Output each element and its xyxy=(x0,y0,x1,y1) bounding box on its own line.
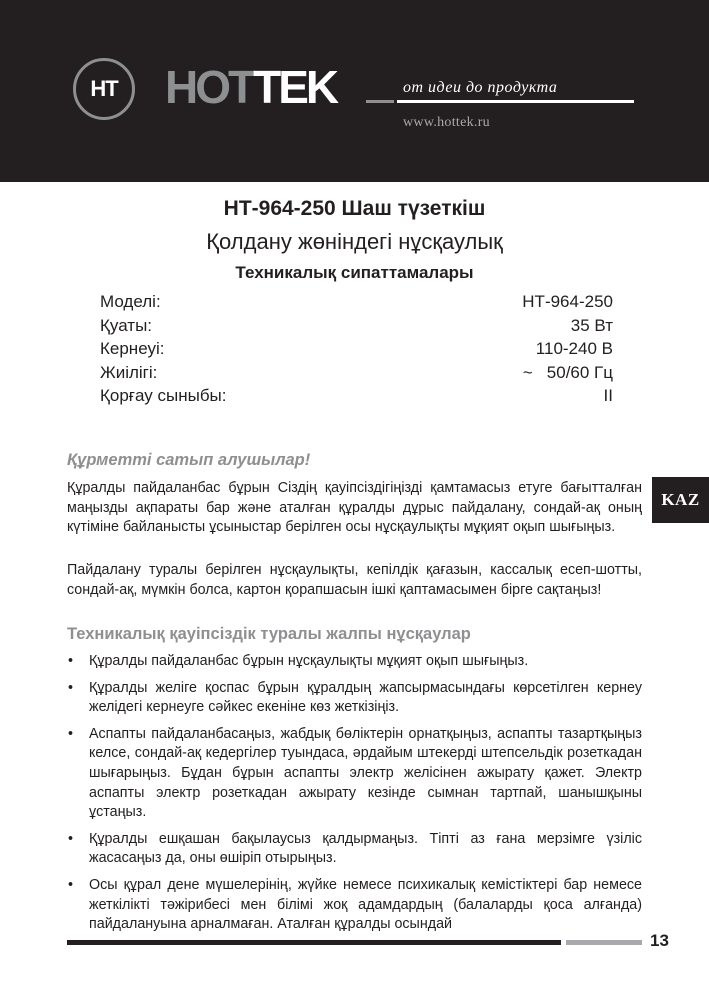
spec-row xyxy=(100,314,613,338)
bullet-icon: • xyxy=(68,830,74,847)
greeting-heading: Құрметті сатып алушылар! xyxy=(67,451,311,469)
spec-value: 35 Вт xyxy=(570,315,613,335)
specs-table xyxy=(100,290,613,408)
list-item-text: Құралды желіге қоспас бұрын құралдың жапсырмасындағы көрсетілген кернеу желідегі кернеуге сәйкес екеніне көз жеткізіңіз. xyxy=(89,679,642,716)
spec-row xyxy=(100,361,613,385)
bullet-icon: • xyxy=(68,876,74,893)
safety-list xyxy=(67,652,642,942)
list-item xyxy=(67,679,642,718)
spec-label: Кернеуі: xyxy=(100,339,165,358)
page-number: 13 xyxy=(650,931,669,950)
document-title: НТ-964-250 Шаш түзеткіш xyxy=(223,197,486,220)
list-item-text: Құралды пайдаланбас бұрын нұсқаулықты мұқият оқып шығыңыз. xyxy=(89,653,529,669)
logo-mark xyxy=(73,58,135,120)
list-item xyxy=(67,876,642,935)
list-item xyxy=(67,830,642,869)
spec-row xyxy=(100,337,613,361)
spec-label: Жиілігі: xyxy=(100,362,158,382)
bullet-icon: • xyxy=(68,679,74,696)
spec-value: ~ 50/60 Гц xyxy=(522,362,613,382)
list-item xyxy=(67,725,642,823)
list-item-text: Құралды ешқашан бақылаусыз қалдырмаңыз. Тіпті аз ғана мерзімге үзіліс жасасаңыз да, оны өшіріп отырыңыз. xyxy=(89,830,642,867)
website-text: www.hottek.ru xyxy=(403,115,490,130)
spec-label: Қорғау сыныбы: xyxy=(100,386,227,405)
tagline-underline-accent xyxy=(366,100,394,103)
spec-label: Моделі: xyxy=(100,292,161,311)
document-subtitle: Қолдану жөніндегі нұсқаулық xyxy=(206,229,503,254)
bullet-icon: • xyxy=(68,725,74,742)
safety-heading: Техникалық қауіпсіздік туралы жалпы нұсқаулар xyxy=(67,625,471,643)
spec-value: II xyxy=(603,386,613,405)
spec-row xyxy=(100,384,613,408)
logo-word-hot: HOT xyxy=(165,61,254,113)
list-item xyxy=(67,652,642,672)
footer-rule-accent xyxy=(566,940,642,945)
logo-word-tek: TEK xyxy=(253,61,337,113)
storage-paragraph: Пайдалану туралы берілген нұсқаулықты, кепілдік қағазын, кассалық есеп-шотты, сондай-ақ, мүмкін болса, картон қорапшасын ішкі қаптамасымен бірге сақтаңыз! xyxy=(67,562,642,598)
spec-value: НТ-964-250 xyxy=(522,292,613,311)
spec-row xyxy=(100,290,613,314)
tagline: от идеи до продукта xyxy=(403,79,558,96)
specs-heading: Техникалық сипаттамалары xyxy=(235,263,474,282)
logo-mark-text: НТ xyxy=(90,76,118,101)
language-tab: KAZ xyxy=(652,477,709,523)
tagline-underline xyxy=(397,100,634,103)
spec-label: Қуаты: xyxy=(100,315,153,335)
footer-rule xyxy=(67,940,561,945)
list-item-text: Аспапты пайдаланбасаңыз, жабдық бөліктерін орнатқыңыз, аспапты тазартқыңыз келсе, сондай-ақ кедергілер туындаса, әрдайым штекерді штепсельдік розеткадан шығарыңыз. Бұдан бұрын аспапты электр желісінен ажырату қажет. Электр аспапты электр розеткадан ажырату кезінде сымнан тартпай, шанышқыны ұстаңыз. xyxy=(89,725,642,821)
spec-value: 110-240 В xyxy=(535,339,613,358)
logo-wordmark xyxy=(165,61,337,113)
intro-paragraph: Құралды пайдаланбас бұрын Сіздің қауіпсіздігіңізді қамтамасыз етуге бағытталған маңызды ақпараты бар және аталған құралды дұрыс пайдалану, сондай-ақ оның күтіміне байланысты ұсыныстар берілген осы нұсқаулықты мұқият оқып шығыңыз. xyxy=(67,480,642,536)
bullet-icon: • xyxy=(68,653,74,669)
list-item-text: Осы құрал дене мүшелерінің, жүйке немесе психикалық кемістіктері бар немесе жеткілікті тәжірибесі мен білімі жоқ адамдардың (балаларды қоса алғанда) пайдалануына арналмаған. Аталған құралды осындай xyxy=(89,876,642,933)
header-banner xyxy=(0,0,709,182)
